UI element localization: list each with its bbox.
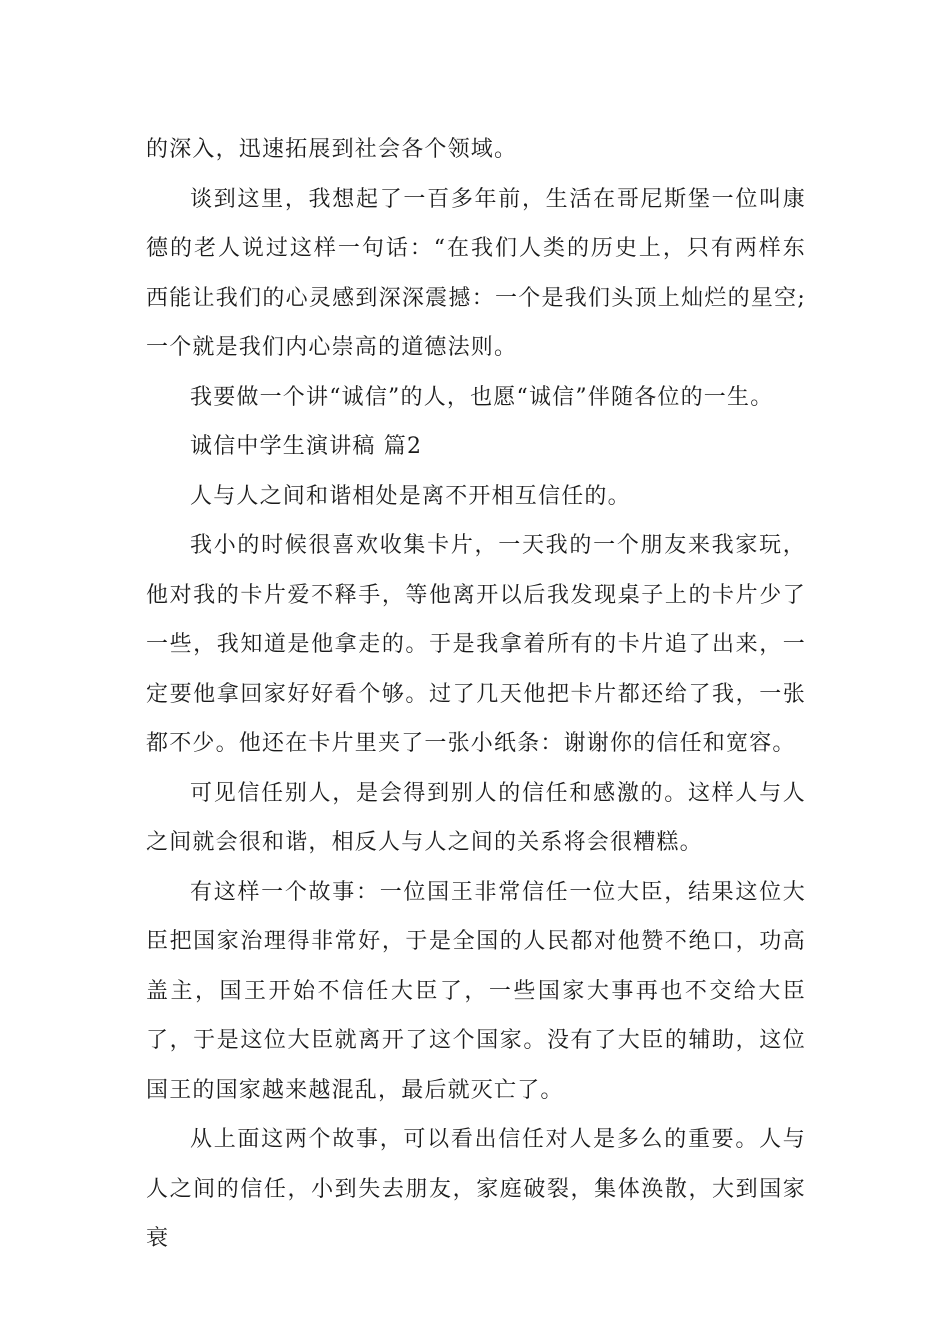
document-body [146, 125, 806, 1264]
paragraph-intro: 人与人之间和谐相处是离不开相互信任的。 [190, 483, 631, 509]
paragraph-closing: 我要做一个讲“诚信”的人，也愿“诚信”伴随各位的一生。 [190, 384, 774, 410]
paragraph-conclusion: 从上面这两个故事，可以看出信任对人是多么的重要。人与人之间的信任，小到失去朋友，家庭破裂，集体涣散，大到国家衰 [146, 1127, 806, 1251]
paragraph-kant-quote: 谈到这里，我想起了一百多年前，生活在哥尼斯堡一位叫康德的老人说过这样一句话：“在我们人类的历史上，只有两样东西能让我们的心灵感到深深震撼：一个是我们头顶上灿烂的星空;一个就是我们内心崇高的道德法则。 [146, 186, 806, 360]
section-heading: 诚信中学生演讲稿 篇2 [190, 434, 423, 459]
paragraph-trust-lesson: 可见信任别人，是会得到别人的信任和感激的。这样人与人之间就会很和谐，相反人与人之间的关系将会很糟糕。 [146, 780, 806, 855]
paragraph-continuation: 的深入，迅速拓展到社会各个领域。 [146, 137, 518, 162]
paragraph-king-story: 有这样一个故事：一位国王非常信任一位大臣，结果这位大臣把国家治理得非常好，于是全国的人民都对他赞不绝口，功高盖主，国王开始不信任大臣了，一些国家大事再也不交给大臣了，于是这位大臣就离开了这个国家。没有了大臣的辅助，这位国王的国家越来越混乱，最后就灭亡了。 [146, 879, 806, 1103]
paragraph-card-story: 我小的时候很喜欢收集卡片，一天我的一个朋友来我家玩，他对我的卡片爱不释手，等他离开以后我发现桌子上的卡片少了一些，我知道是他拿走的。于是我拿着所有的卡片追了出来，一定要他拿回家好好看个够。过了几天他把卡片都还给了我，一张都不少。他还在卡片里夹了一张小纸条：谢谢你的信任和宽容。 [146, 533, 806, 756]
